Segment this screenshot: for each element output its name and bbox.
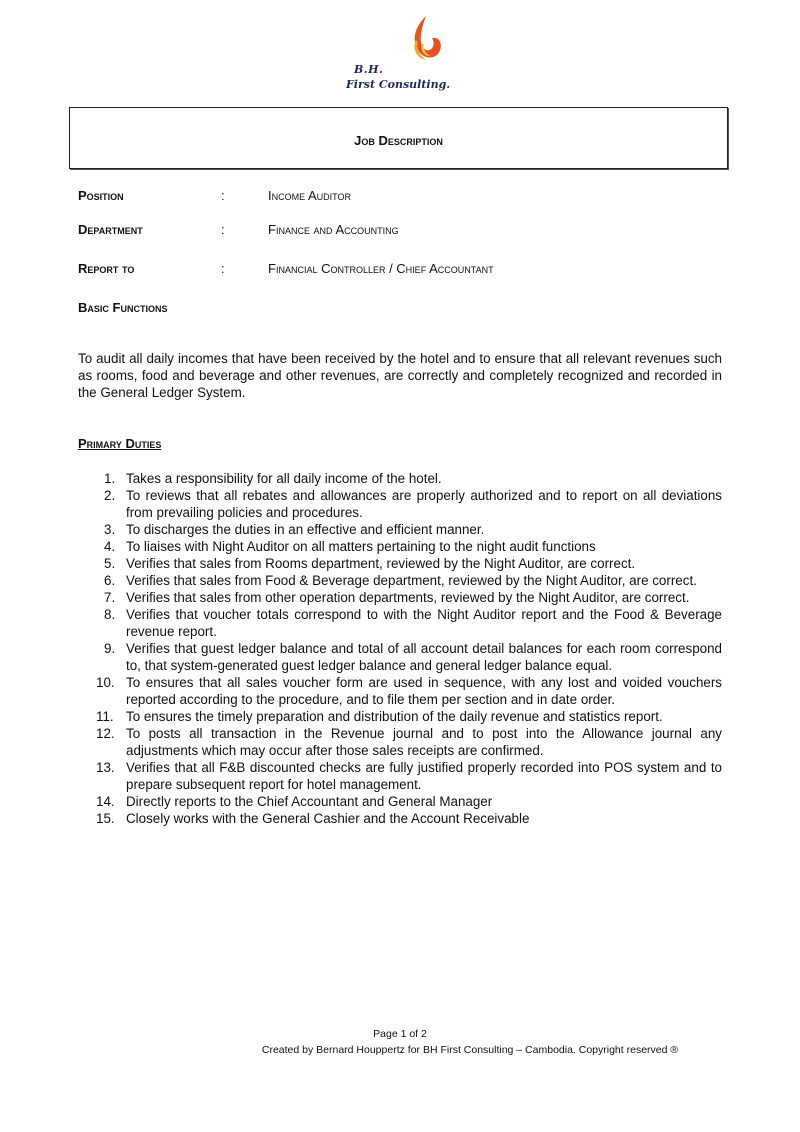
duty-item [96, 759, 722, 793]
basic-functions-text: To audit all daily incomes that have been received by the hotel and to ensure that all relevant revenues such as rooms, food and beverage and other revenues, are correctly and completely recognized and recorded in the General Ledger System. [78, 351, 722, 400]
field-separator: : [221, 261, 225, 276]
duty-item [104, 521, 722, 538]
duty-item [104, 487, 722, 521]
primary-duties-list [96, 470, 722, 827]
duty-number: 3. [104, 522, 116, 537]
duty-item [96, 708, 722, 725]
primary-duties-heading: Primary Duties [78, 436, 162, 451]
duty-number: 1. [104, 471, 116, 486]
duty-number: 5. [104, 556, 116, 571]
duty-item [104, 572, 722, 589]
duty-item [96, 793, 722, 810]
logo-text-initials: B.H. [354, 63, 384, 76]
duty-number: 8. [104, 607, 116, 622]
duty-text: Directly reports to the Chief Accountant and General Manager [126, 794, 493, 809]
duty-number: 6. [104, 573, 116, 588]
duty-text: Takes a responsibility for all daily income of the hotel. [126, 471, 442, 486]
duty-number: 14. [96, 794, 115, 809]
duty-text: Verifies that all F&B discounted checks are fully justified properly recorded into POS system and to prepare subsequent report for hotel management. [126, 760, 722, 792]
duty-number: 15. [96, 811, 115, 826]
field-value: Income Auditor [268, 188, 352, 203]
duty-text: Verifies that voucher totals correspond to with the Night Auditor report and the Food & Beverage revenue report. [126, 607, 722, 639]
document-title: Job Description [354, 133, 443, 148]
duty-text: Verifies that sales from Rooms department, reviewed by the Night Auditor, are correct. [126, 556, 636, 571]
duty-item [104, 555, 722, 572]
duty-item [96, 674, 722, 708]
duty-number: 12. [96, 726, 115, 741]
field-label: Position [78, 188, 124, 203]
duty-text: Verifies that guest ledger balance and total of all account detail balances for each room correspond to, that system-generated guest ledger balance and general ledger balance equal. [126, 641, 722, 673]
duty-text: Verifies that sales from Food & Beverage department, reviewed by the Night Auditor, are correct. [126, 573, 697, 588]
duty-text: To discharges the duties in an effective and efficient manner. [126, 522, 485, 537]
duty-number: 4. [104, 539, 116, 554]
basic-functions-heading: Basic Functions [78, 300, 168, 315]
duty-item [96, 725, 722, 759]
duty-text: To reviews that all rebates and allowances are properly authorized and to report on all deviations from prevailing policies and procedures. [126, 488, 722, 520]
duty-item [104, 589, 722, 606]
field-separator: : [221, 188, 225, 203]
title-box [69, 107, 728, 169]
company-logo [340, 14, 460, 94]
duty-number: 10. [96, 675, 115, 690]
duty-item [104, 640, 722, 674]
duty-item [96, 810, 722, 827]
duty-number: 13. [96, 760, 115, 775]
page-number: Page 1 of 2 [373, 1028, 427, 1040]
logo-text-company: First Consulting. [346, 78, 451, 91]
duty-text: Verifies that sales from other operation departments, reviewed by the Night Auditor, are correct. [126, 590, 690, 605]
field-value: Financial Controller / Chief Accountant [268, 261, 494, 276]
field-value: Finance and Accounting [268, 222, 399, 237]
field-label: Department [78, 222, 143, 237]
duty-number: 9. [104, 641, 116, 656]
field-label: Report to [78, 261, 135, 276]
field-separator: : [221, 222, 225, 237]
duty-item [104, 470, 722, 487]
duty-item [104, 606, 722, 640]
footer-credit: Created by Bernard Houppertz for BH First Consulting – Cambodia. Copyright reserved ® [261, 1044, 679, 1056]
duty-number: 11. [96, 709, 114, 724]
duty-number: 2. [104, 488, 116, 503]
flame-icon [404, 14, 444, 66]
duty-text: To liaises with Night Auditor on all matters pertaining to the night audit functions [126, 539, 596, 554]
duty-text: To ensures the timely preparation and distribution of the daily revenue and statistics report. [126, 709, 663, 724]
duty-text: To posts all transaction in the Revenue journal and to post into the Allowance journal any adjustments which may occur after those sales receipts are confirmed. [126, 726, 722, 758]
duty-number: 7. [104, 590, 116, 605]
duty-item [104, 538, 722, 555]
duty-text: To ensures that all sales voucher form are used in sequence, with any lost and voided vouchers reported according to the procedure, and to file them per section and in date order. [126, 675, 722, 707]
duty-text: Closely works with the General Cashier and the Account Receivable [126, 811, 530, 826]
